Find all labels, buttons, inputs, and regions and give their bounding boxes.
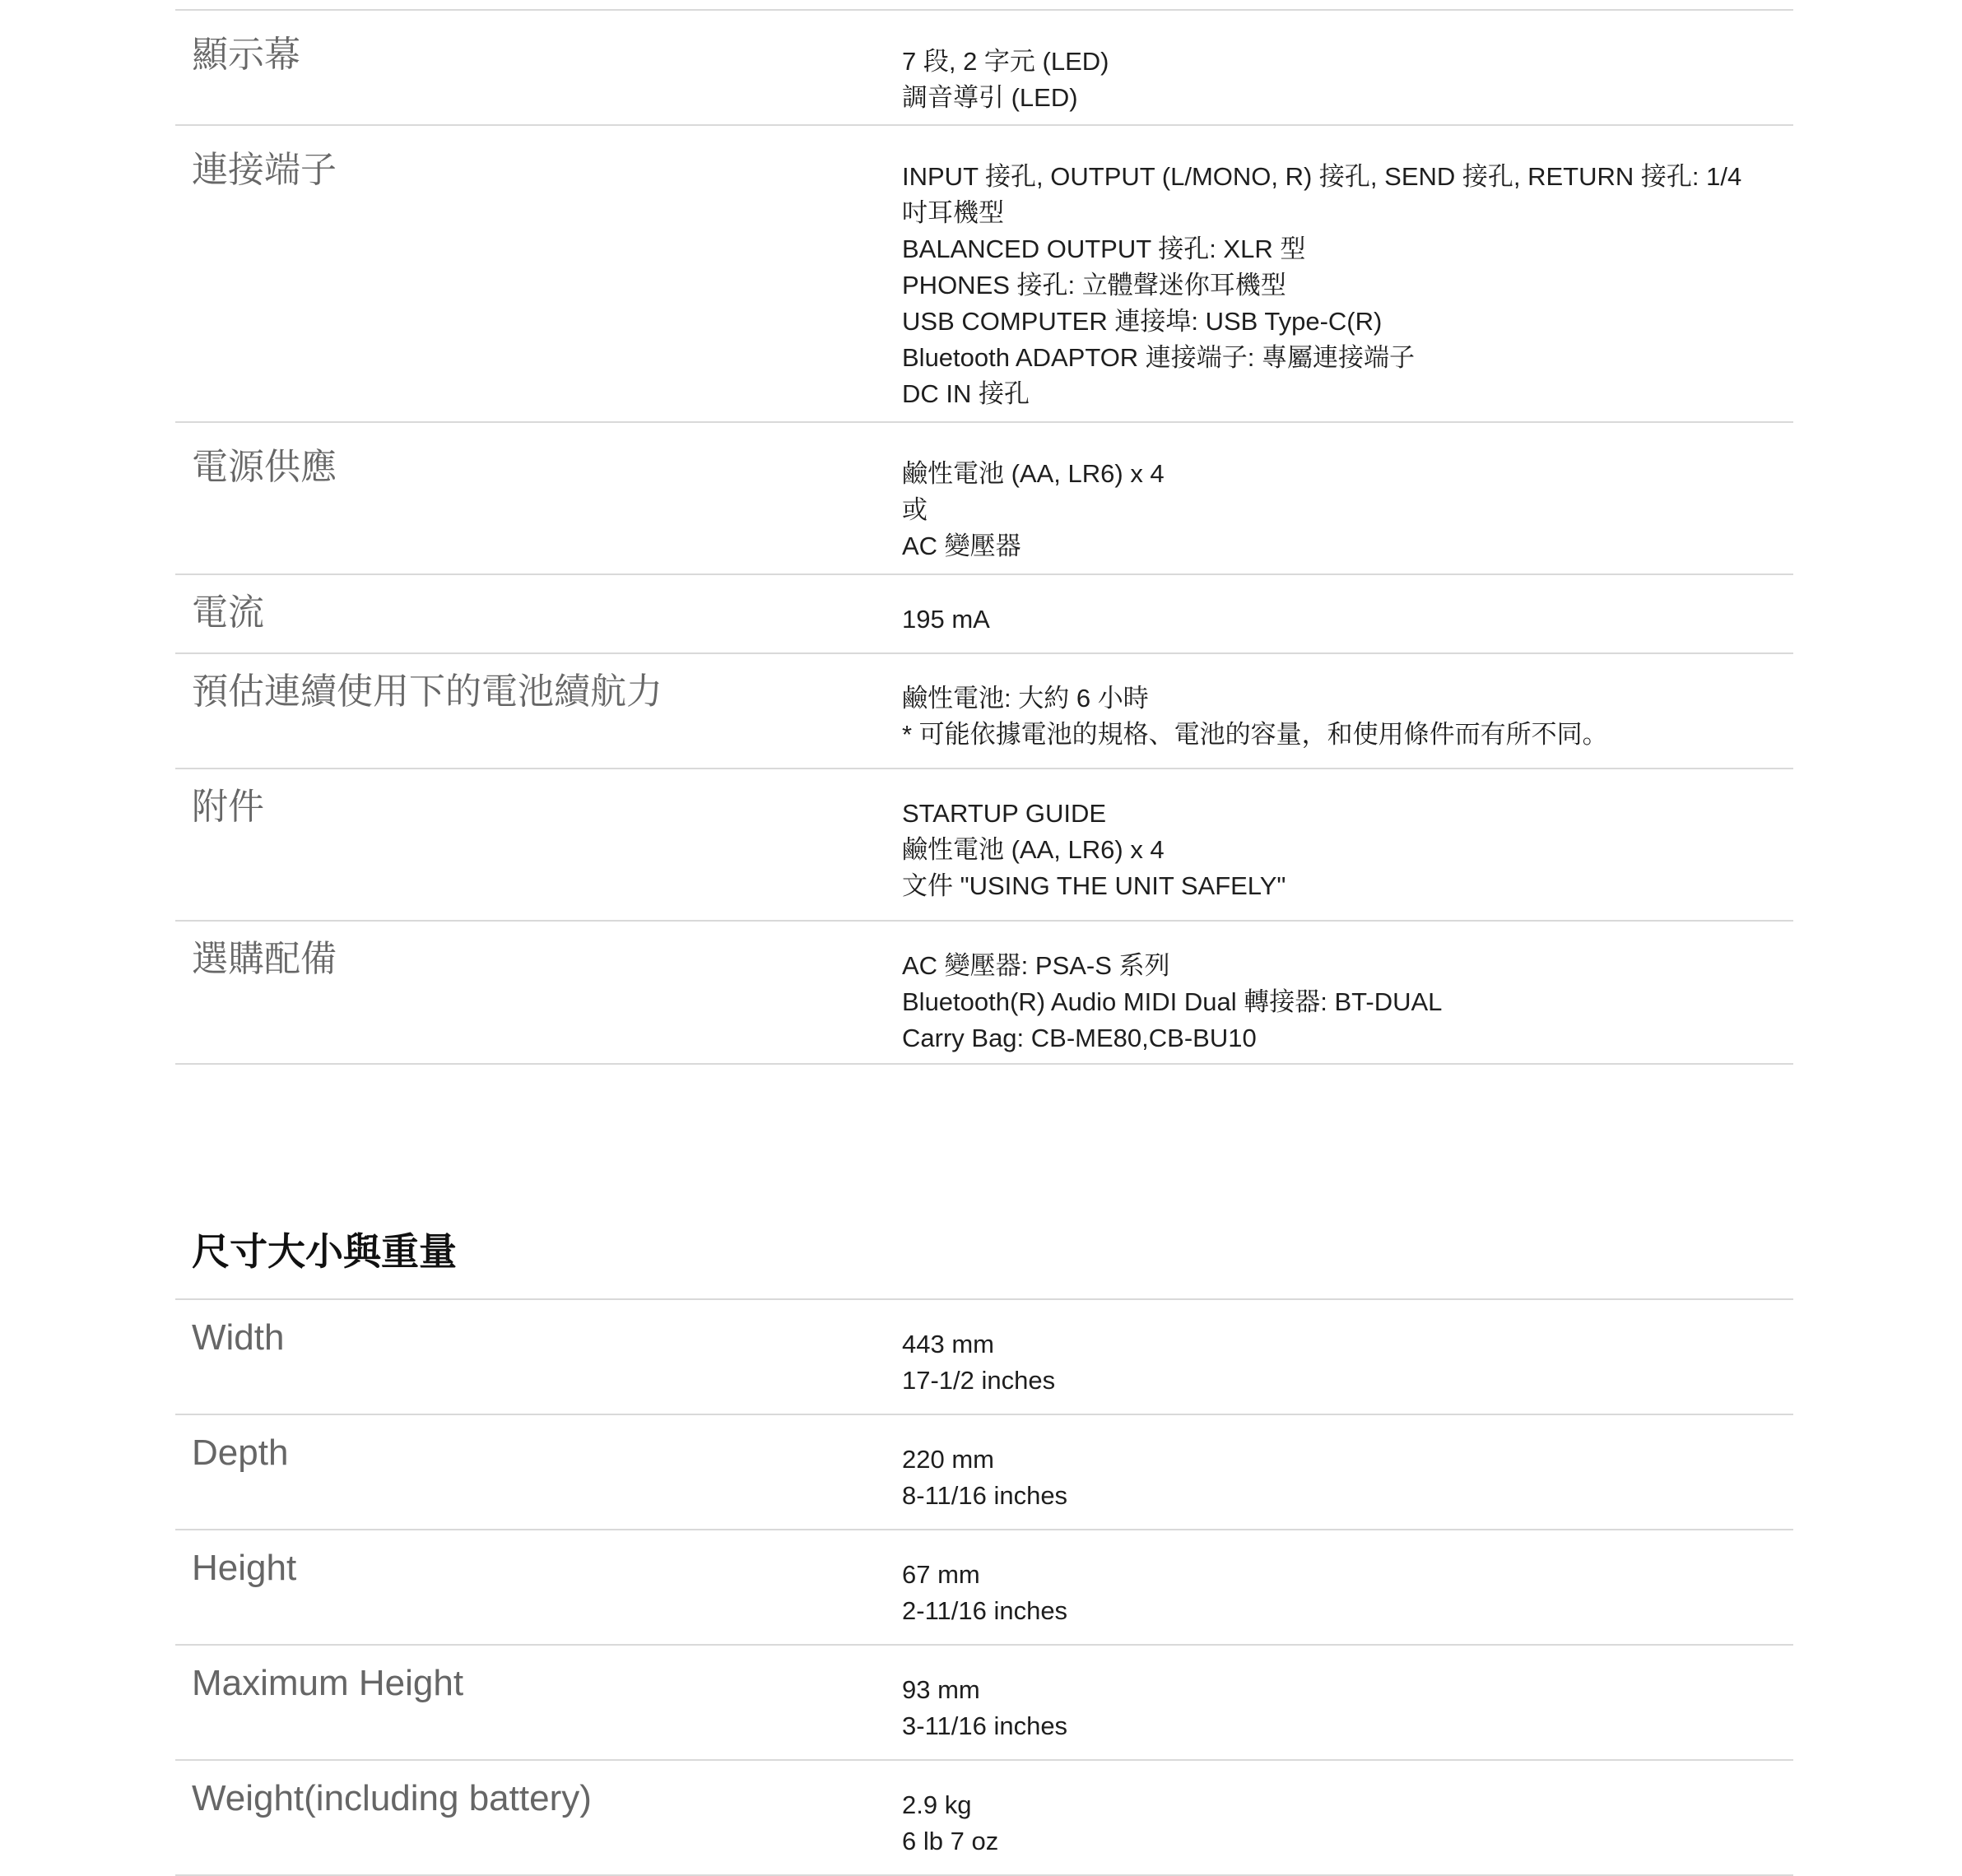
- section-spacer: [175, 1065, 1793, 1224]
- dimension-value-line: 2-11/16 inches: [902, 1596, 1068, 1625]
- spec-value: [902, 11, 1793, 124]
- spec-label: 電流: [192, 592, 264, 633]
- dimensions-heading: 尺寸大小與重量: [192, 1230, 457, 1273]
- spec-value-line: * 可能依據電池的規格、電池的容量，和使用條件而有所不同。: [902, 720, 1608, 749]
- dimension-label: Depth: [192, 1433, 289, 1473]
- spec-table: [175, 11, 1793, 1065]
- dimension-label: Weight(including battery): [192, 1778, 592, 1818]
- spec-value-line: BALANCED OUTPUT 接孔: XLR 型: [902, 234, 1306, 263]
- spec-value-line: 鹼性電池 (AA, LR6) x 4: [902, 835, 1165, 864]
- spec-value-line: USB COMPUTER 連接埠: USB Type-C(R): [902, 307, 1383, 336]
- spec-value-line: STARTUP GUIDE: [902, 799, 1107, 828]
- dimension-row-width: [175, 1300, 1793, 1415]
- spec-value-line: AC 變壓器: PSA-S 系列: [902, 951, 1170, 980]
- dimension-row-weight: [175, 1761, 1793, 1876]
- dimensions-table: [175, 1300, 1793, 1876]
- dimension-value-line: 8-11/16 inches: [902, 1481, 1068, 1510]
- spec-value-line: Carry Bag: CB-ME80,CB-BU10: [902, 1024, 1257, 1052]
- dimension-row-height: [175, 1530, 1793, 1646]
- spec-value-line: 文件 "USING THE UNIT SAFELY": [902, 871, 1286, 900]
- dimension-value: [902, 1530, 1793, 1644]
- dimension-value: [902, 1415, 1793, 1529]
- spec-value: [902, 654, 1793, 768]
- spec-label: 連接端子: [192, 150, 337, 190]
- dimension-value-line: 67 mm: [902, 1560, 980, 1589]
- spec-label: 附件: [192, 787, 264, 827]
- spec-value-line: 調音導引 (LED): [902, 83, 1078, 112]
- spec-value-line: 鹼性電池: 大約 6 小時: [902, 684, 1149, 713]
- spec-value: [902, 126, 1793, 421]
- dimension-label: Maximum Height: [192, 1663, 464, 1703]
- spec-label: 選購配備: [192, 939, 337, 979]
- dimension-label: Height: [192, 1548, 297, 1588]
- spec-row-battery-life: [175, 654, 1793, 769]
- dimension-value-line: 6 lb 7 oz: [902, 1827, 999, 1855]
- spec-label: 預估連續使用下的電池續航力: [192, 671, 663, 712]
- spec-row-accessories: [175, 769, 1793, 922]
- spec-value-line: INPUT 接孔, OUTPUT (L/MONO, R) 接孔, SEND 接孔, RETURN 接孔: 1/4 吋耳機型: [902, 162, 1742, 227]
- dimension-value-line: 17-1/2 inches: [902, 1366, 1056, 1395]
- spec-value-line: 鹼性電池 (AA, LR6) x 4: [902, 459, 1165, 488]
- spec-value-line: 195 mA: [902, 605, 990, 634]
- spec-row-options: [175, 922, 1793, 1065]
- spec-value-line: 7 段, 2 字元 (LED): [902, 47, 1109, 76]
- dimension-value: [902, 1761, 1793, 1874]
- spec-label: 顯示幕: [192, 35, 300, 75]
- spec-value: [902, 769, 1793, 920]
- spec-value: [902, 575, 1793, 652]
- spec-row-display: [175, 11, 1793, 126]
- dimension-label: Width: [192, 1317, 285, 1358]
- spec-value-line: Bluetooth(R) Audio MIDI Dual 轉接器: BT-DUAL: [902, 987, 1443, 1016]
- spec-label: 電源供應: [192, 447, 337, 487]
- spec-value: [902, 922, 1793, 1063]
- spec-value-line: PHONES 接孔: 立體聲迷你耳機型: [902, 271, 1286, 300]
- spec-value-line: Bluetooth ADAPTOR 連接端子: 專屬連接端子: [902, 343, 1416, 372]
- spec-value: [902, 423, 1793, 573]
- dimension-row-depth: [175, 1415, 1793, 1530]
- spec-value-line: DC IN 接孔: [902, 379, 1030, 408]
- spec-row-current: [175, 575, 1793, 654]
- dimension-value-line: 220 mm: [902, 1445, 994, 1474]
- spec-value-line: AC 變壓器: [902, 532, 1021, 560]
- dimension-value-line: 93 mm: [902, 1675, 980, 1704]
- dimension-value: [902, 1646, 1793, 1759]
- dimension-value-line: 2.9 kg: [902, 1790, 972, 1819]
- dimension-value-line: 443 mm: [902, 1330, 994, 1358]
- spec-row-connectors: [175, 126, 1793, 423]
- spec-row-power-supply: [175, 423, 1793, 575]
- spec-page: [175, 0, 1793, 1876]
- dimension-row-maximum-height: [175, 1646, 1793, 1761]
- spec-value-line: 或: [902, 495, 928, 524]
- dimension-value: [902, 1300, 1793, 1414]
- dimension-value-line: 3-11/16 inches: [902, 1711, 1068, 1740]
